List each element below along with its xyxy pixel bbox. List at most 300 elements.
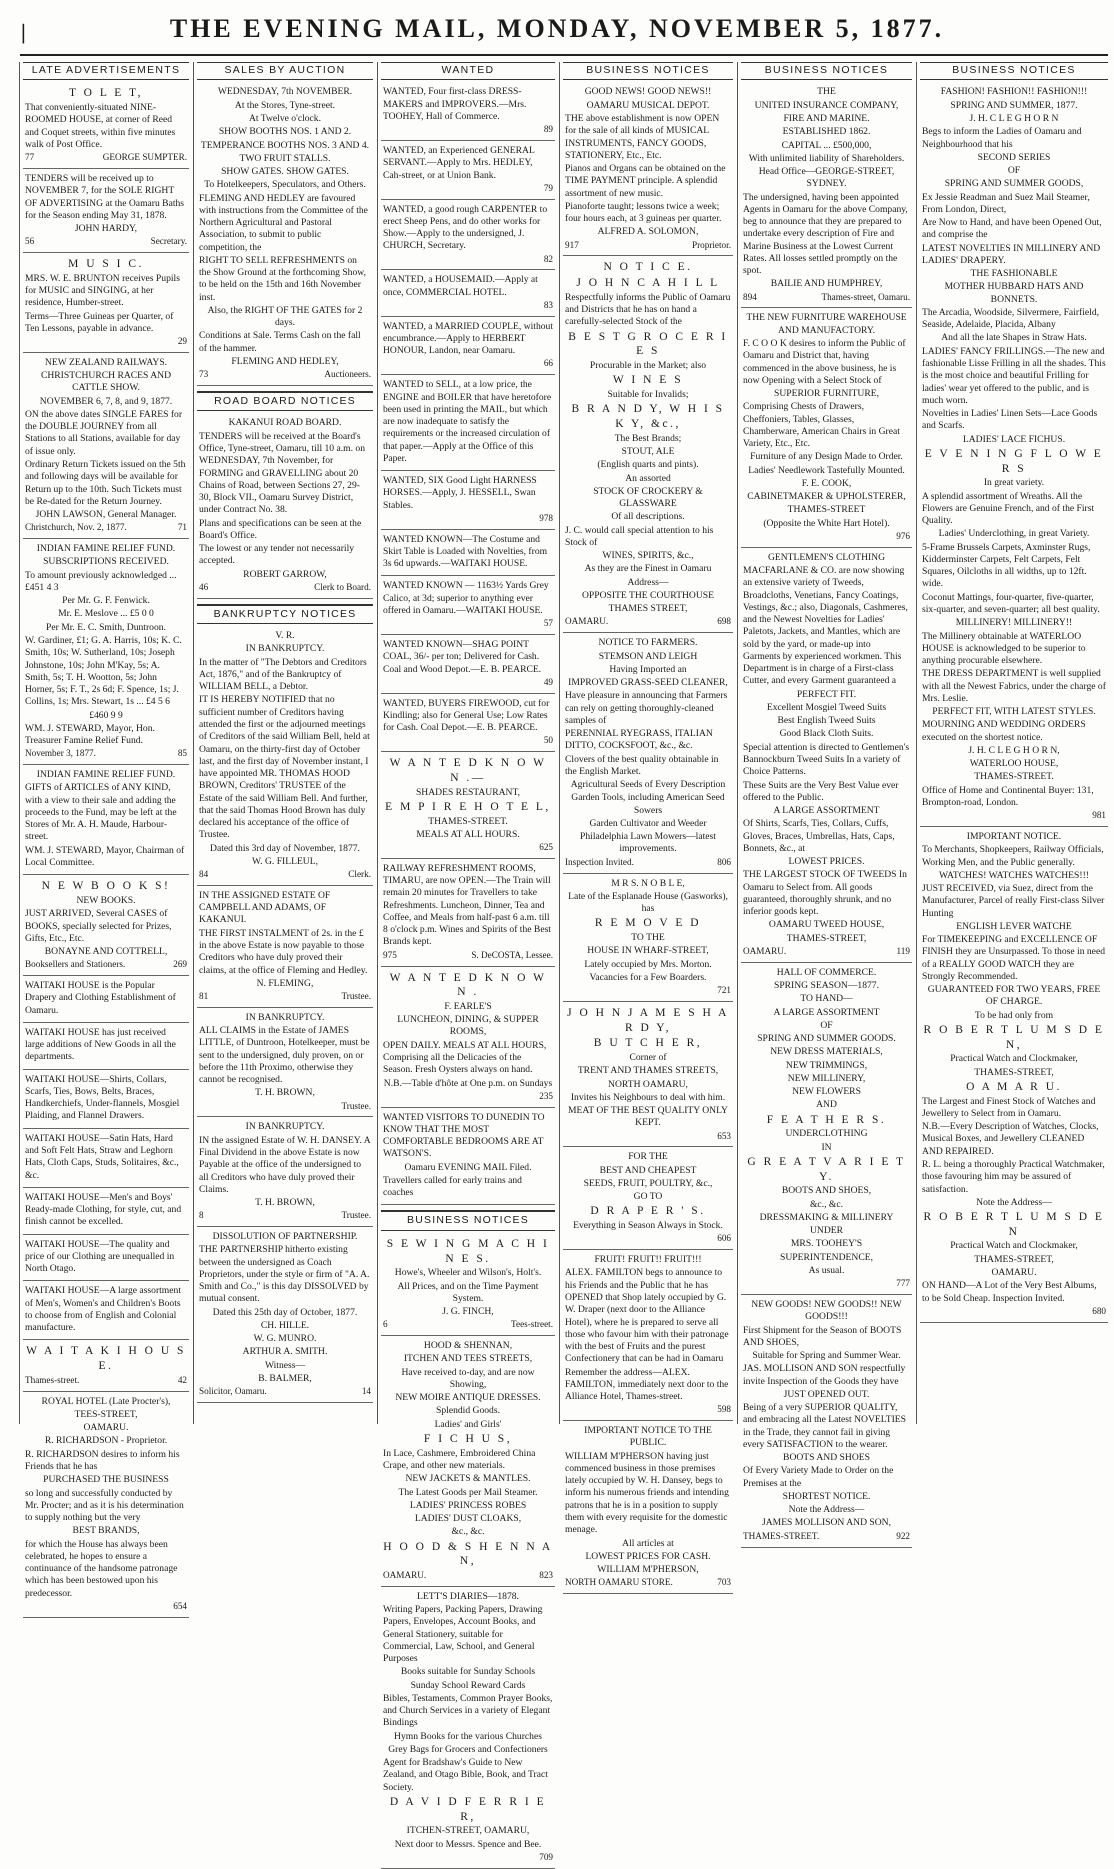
ad-footer-left: OAMARU. (743, 945, 787, 956)
ad-footer (743, 292, 910, 304)
advertisement (381, 377, 555, 471)
ad-heading: JOHN LAWSON, General Manager. (35, 509, 177, 521)
advertisement (381, 696, 555, 753)
ad-heading: OF (1007, 165, 1021, 177)
column-divider (377, 62, 378, 1424)
ad-heading: BAILIE AND HUMPHREY, (770, 278, 883, 290)
ad-footer (383, 950, 553, 962)
ad-heading: F. E. COOK, (801, 477, 852, 489)
ad-heading: W A N T E D K N O W N . (389, 971, 547, 999)
ad-heading: R O B E R T L U M S D E N (923, 1211, 1105, 1238)
ad-heading: LUNCHEON, DINING, & SUPPER ROOMS, (397, 1014, 539, 1038)
ad-text: 5-Frame Brussels Carpets, Axminster Rugs, Kidderminster Carpets, Felt Carpets, Felt Squares, Oilcloths in all widths, up to 12ft. wide. (922, 541, 1091, 590)
ad-heading: MOTHER HUBBARD HATS AND BONNETS. (944, 281, 1084, 305)
ad-heading: WINES, SPIRITS, &c., (602, 550, 694, 562)
ad-heading: GENTLEMEN'S CLOTHING (767, 551, 886, 563)
ad-text: JUST RECEIVED, via Suez, direct from the Manufacturer, Parcel of really First-class Silver Hunting (922, 883, 1105, 919)
advertisement (381, 637, 555, 694)
ad-footer-number: 922 (896, 1530, 910, 1541)
advertisement (381, 861, 555, 967)
ad-footer-number: 703 (717, 1577, 731, 1588)
advertisement (741, 84, 912, 308)
ad-footer-number: 777 (896, 1278, 910, 1289)
ad-heading: IN BANKRUPTCY. (245, 1121, 325, 1133)
ad-heading: NEW TRIMMINGS, (785, 1059, 868, 1071)
ad-text: OPEN DAILY. MEALS AT ALL HOURS, Comprising all the Delicacies of the Season. Fresh Oysters always on hand. (383, 1039, 547, 1076)
ad-heading: To be had only from (974, 1009, 1054, 1021)
column-header: BUSINESS NOTICES (563, 62, 733, 80)
ad-heading: W A I T A K I H O U S E. (26, 1345, 186, 1373)
column-wanted (381, 62, 555, 1862)
advertisement (741, 1297, 912, 1548)
ad-footer (383, 1852, 553, 1864)
margin-mark: | (20, 20, 27, 44)
advertisement (23, 255, 189, 353)
ad-heading: ROBERT GARROW, (243, 568, 327, 580)
ad-text: THE PARTNERSHIP hitherto existing between the undersigned as Coach Proprietors, under the style or firm of "A. A. Smith and Co.," is this day DISSOLVED by mutual consent. (199, 1244, 370, 1305)
ad-heading: Splendid Goods. (436, 1405, 500, 1417)
ad-heading: NOVEMBER 6, 7, 8, and 9, 1877. (39, 395, 173, 407)
ad-heading: IMPROVED GRASS-SEED CLEANER, (568, 677, 728, 689)
ad-heading: FIRE AND MARINE. (783, 112, 870, 124)
ad-heading: Sunday School Reward Cards (410, 1679, 526, 1691)
advertisement (197, 415, 373, 598)
ad-heading: STOUT, ALE (621, 446, 675, 458)
ad-text: For TIMEKEEPING and EXCELLENCE OF FINISH they are Unsurpassed. To those in need of a REALLY GOOD WATCH they are Strongly Recommended. (922, 934, 1105, 982)
ad-heading: PERFECT FIT. (796, 688, 857, 700)
ad-text: WAITAKI HOUSE—The quality and price of our Clothing are unequalled in North Otago. (25, 1238, 175, 1275)
ad-text: WM. J. STEWARD, Mayor, Chairman of Local Committee. (25, 844, 185, 868)
ad-footer-number: 721 (717, 985, 731, 996)
advertisement (563, 1004, 733, 1148)
ad-footer (199, 1210, 371, 1222)
ad-heading: N. FLEMING, (256, 977, 314, 989)
ad-text: J. C. would call special attention to his Stock of (565, 524, 714, 548)
advertisement (563, 1252, 733, 1421)
ad-text: WM. J. STEWARD, Mayor, Hon. Treasurer Famine Relief Fund. (25, 722, 155, 747)
advertisement (920, 829, 1108, 1323)
ad-heading: G R E A T V A R I E T Y. (747, 1155, 906, 1183)
ad-text: Of Every Variety Made to Order on the Premises at the (743, 1465, 894, 1489)
ad-heading: Dated this 3rd day of November, 1877. (210, 842, 360, 854)
ad-text: The Arcadia, Woodside, Silvermere, Fairfield, Seaside, Adelaide, Placida, Albany (922, 306, 1100, 331)
ad-text: R. RICHARDSON desires to inform his Friends that he has (25, 1448, 180, 1472)
ad-heading: S E W I N G M A C H I N E S. (386, 1237, 550, 1265)
ad-heading: THAMES-STREET, (974, 1066, 1054, 1078)
column-header: LATE ADVERTISEMENTS (23, 62, 189, 80)
ad-heading: ALFRED A. SOLOMON, (597, 226, 699, 238)
ad-text: The Largest and Finest Stock of Watches and Jewellery to Select from in Oamaru. (922, 1095, 1096, 1119)
ad-heading: BEST AND CHEAPEST (599, 1164, 697, 1176)
ad-heading: ROYAL HOTEL (Late Procter's), (41, 1395, 171, 1407)
section-header: BUSINESS NOTICES (381, 1210, 555, 1230)
ad-footer (199, 369, 371, 381)
ad-text: A splendid assortment of Wreaths. All the Flowers are Genuine French, and of the First Quality. (922, 490, 1095, 527)
ad-footer (383, 677, 553, 689)
advertisement (381, 1338, 555, 1587)
ad-heading: FRUIT! FRUIT!! FRUIT!!! (594, 1254, 702, 1266)
ad-text: In the matter of "The Debtors and Creditors Act, 1876," and of the Bankruptcy of WILLIAM BELL, a Debtor. (199, 656, 367, 693)
ad-heading: OAMARU. (991, 1267, 1037, 1279)
ad-footer-left: Inspection Invited. (565, 856, 634, 867)
ad-heading: SEEDS, FRUIT, POULTRY, &c., (583, 1177, 713, 1189)
ad-footer-left: 77 (25, 152, 35, 163)
ad-heading: NEW FLOWERS (792, 1086, 861, 1098)
ad-heading: Per Mr. E. C. Smith, Duntroon. (46, 621, 166, 633)
ad-text: Respectfully informs the Public of Oamaru and Districts that he has on hand a carefully-selected Stock of the (565, 291, 731, 328)
ad-text: THE FIRST INSTALMENT of 2s. in the £ in the above Estate is now payable to those Creditors who have duly proved their claims, at the office of Fleming and Hedley. (199, 927, 368, 976)
ad-footer-number: Trustee. (341, 991, 371, 1002)
ad-heading: THAMES-STREET, (786, 932, 867, 944)
ad-text: WAITAKI HOUSE is the Popular Drapery and Clothing Establishment of Oamaru. (25, 980, 176, 1016)
ad-text: RIGHT TO SELL REFRESHMENTS on the Show Ground at the forthcoming Show, to be held on the 15th and 16th November inst. (199, 254, 366, 303)
ad-text: MACFARLANE & CO. are now showing an extensive variety of Tweeds, Broadcloths, Venetians, Fancy Coatings, Vestings, &c.; also, Diagonals, Cashmeres, and the Newest Novelties for Ladies' Paletots, Jackets, and Mantles, which are sold by the yard, or made-up into Garments by experienced workmen. This Department is in charge of a First-class Cutter, and every Garment guaranteed a (743, 565, 908, 687)
advertisement (381, 1589, 555, 1869)
ad-text: GIFTS of ARTICLES of ANY KIND, with a view to their sale and adding the proceeds to the Fund, may be left at the Stores of Mr. A. H. Maude, Harbour-street. (25, 782, 177, 843)
ad-footer-number: S. DeCOSTA, Lessee. (471, 949, 553, 960)
column-divider (737, 62, 738, 1424)
ad-heading: M U S I C. (68, 258, 144, 271)
ad-heading: CABINETMAKER & UPHOLSTERER, (747, 491, 906, 503)
ad-heading: And all the late Shapes in Straw Hats. (941, 332, 1087, 344)
ad-heading: JOHN HARDY, (74, 223, 138, 235)
ad-heading: N O T I C E. (603, 261, 693, 274)
ad-text: To Merchants, Shopkeepers, Railway Officials, Working Men, and the Public generally. (922, 844, 1104, 868)
ad-footer (743, 531, 910, 543)
ad-text: Being of a very SUPERIOR QUALITY, and embracing all the Latest NOVELTIES in the Trade, they cannot fail in giving every SATISFACTION to the wearer. (743, 1402, 906, 1450)
ad-heading: NEW DRESS MATERIALS, (770, 1046, 883, 1058)
ad-footer (199, 1101, 371, 1113)
ad-text: JUST ARRIVED, Several CASES of BOOKS, specially selected for Prizes, Gifts, Etc., Etc. (25, 908, 172, 944)
ad-footer (383, 842, 553, 854)
ad-heading: W. G. MUNRO. (253, 1333, 317, 1345)
ad-heading: Head Office—GEORGE-STREET, SYDNEY. (758, 166, 895, 190)
ad-heading: THE (817, 86, 836, 98)
ad-heading: D R A P E R ' S. (590, 1205, 706, 1218)
ad-heading: DRESSMAKING & MILLINERY (759, 1211, 894, 1223)
ad-text: Clovers of the best quality obtainable in the English Market. (565, 753, 719, 777)
ad-footer (25, 748, 187, 760)
ad-text: Of Shirts, Scarfs, Ties, Collars, Cuffs, Gloves, Braces, Umbrellas, Hats, Caps, Bonnets, &c., at (743, 818, 895, 854)
ad-heading: Hymn Books for the various Churches (394, 1730, 542, 1742)
ad-heading: TO THE (631, 932, 665, 944)
advertisement (23, 1283, 189, 1340)
ad-text: WANTED, a MARRIED COUPLE, without encumbrance.—Apply to HERBERT HONOUR, Landon, near Oamaru. (383, 320, 554, 357)
advertisement (23, 1131, 189, 1188)
ad-footer (383, 358, 553, 370)
ad-footer-number: 976 (896, 530, 910, 541)
ad-text: WANTED, SIX Good Light HARNESS HORSES.—Apply, J. HESSELL, Swan Stables. (383, 475, 537, 511)
ad-heading: GO TO (633, 1191, 663, 1203)
ad-heading: THAMES-STREET. (974, 771, 1054, 783)
ad-heading: BEST BRANDS, (72, 1525, 140, 1537)
ad-heading: JUST OPENED OUT. (783, 1388, 870, 1400)
ad-heading: Suitable for Invalids; (607, 389, 689, 401)
ad-heading: SHOW BOOTHS NOS. 1 AND 2. (218, 126, 352, 138)
advertisement (381, 202, 555, 271)
advertisement (563, 84, 733, 256)
ad-footer-number: 50 (543, 735, 553, 746)
ad-heading: STOCK OF CROCKERY & GLASSWARE (593, 485, 703, 510)
ad-footer-number: 598 (717, 1404, 731, 1415)
ad-text: W. Gardiner, £1; G. A. Harris, 10s; K. C. Smith, 10s; W. Sutherland, 10s; Joseph Johnstone, 10s; John M'Kay, 5s; A. Smith, 5s; T. H. Wootton, 5s; John Horner, 5s; F. T., 2s 6d; F. Spence, 1s; J. Collins, 1s; Mrs. Stewart, 1s ... £4 5 6 (25, 634, 182, 708)
ad-heading: INDIAN FAMINE RELIEF FUND. (36, 543, 176, 555)
ad-heading: As they are the Finest in Oamaru (584, 563, 712, 575)
ad-text: Pianoforte taught; lessons twice a week; four hours each, at 3 guineas per quarter. (565, 200, 722, 225)
ad-heading: E M P I R E H O T E L, (385, 800, 551, 813)
advertisement (381, 84, 555, 141)
ad-heading: (English quarts and pints). (597, 459, 699, 471)
ad-footer-left: 975 (383, 949, 397, 960)
advertisement (741, 550, 912, 963)
ad-text: Comprising Chests of Drawers, Cheffoniers, Tables, Glasses, Chamberware, American Chairs in Great Variety, Etc., Etc. (743, 401, 900, 450)
ad-footer-number: 79 (543, 182, 553, 193)
ad-footer-number: 71 (177, 522, 187, 533)
ad-heading: B U T C H E R, (593, 1037, 703, 1050)
ad-heading: Garden Cultivator and Weeder (589, 817, 707, 829)
ad-heading: J. G. FINCH, (442, 1306, 494, 1318)
ad-text: Pianos and Organs can be obtained on the TIME PAYMENT principle. A splendid assortment of new music. (565, 163, 726, 199)
ad-heading: Everything in Season Always in Stock. (573, 1220, 723, 1232)
ad-footer (565, 240, 731, 252)
ad-heading: SUBSCRIPTIONS RECEIVED. (43, 556, 169, 568)
column-business-notices-2 (741, 62, 912, 1541)
ad-text: Coconut Mattings, four-quarter, five-quarter, six-quarter, and seven-quarter; all best quality. (922, 591, 1100, 615)
ad-footer-number: 698 (717, 616, 731, 627)
ad-heading: J O H N J A M E S H A R D Y, (567, 1006, 729, 1034)
ad-text: WANTED, a HOUSEMAID.—Apply at once, COMMERCIAL HOTEL. (383, 274, 538, 298)
ad-heading: At Twelve o'clock. (248, 112, 321, 124)
ad-heading: GUARANTEED FOR TWO YEARS, FREE OF CHARGE. (927, 984, 1101, 1008)
ad-heading: Excellent Mosgiel Tweed Suits (766, 701, 887, 713)
ad-heading: THE FASHIONABLE (970, 268, 1058, 280)
ad-heading: Corner of (629, 1052, 667, 1064)
ad-heading: With unlimited liability of Shareholders. (748, 152, 905, 164)
ad-heading: All Prices, and on the Time Payment System. (397, 1280, 539, 1304)
ad-heading: NOTICE TO FARMERS. (598, 637, 698, 649)
advertisement (23, 767, 189, 875)
ad-text: WANTED VISITORS TO DUNEDIN TO KNOW THAT THE MOST COMFORTABLE BEDROOMS ARE AT WATSON'S. (383, 1111, 545, 1160)
ad-heading: AND (816, 1099, 837, 1111)
ad-heading: Philadelphia Lawn Mowers—latest improvements. (580, 831, 716, 855)
ad-footer-number: Thames-street, Oamaru. (821, 291, 910, 302)
ad-heading: W. G. FILLEUL, (252, 855, 318, 867)
ad-heading: BONAYNE AND COTTRELL, (44, 946, 168, 958)
ad-heading: F. EARLE'S (444, 1000, 492, 1012)
ad-footer (383, 1091, 553, 1103)
ad-footer-left: 46 (199, 581, 209, 592)
advertisement (563, 1149, 733, 1250)
ad-heading: £460 9 9 (89, 709, 123, 721)
ad-footer-number: 82 (543, 253, 553, 264)
advertisement (381, 272, 555, 316)
ad-footer-left: THAMES-STREET. (743, 1530, 820, 1541)
ad-text: ON HAND—A Lot of the Very Best Albums, to be Sold Cheap. Inspection Invited. (922, 1280, 1097, 1304)
ad-footer-left: 894 (743, 291, 757, 302)
ad-footer-number: 119 (896, 945, 910, 956)
ad-heading: DISSOLUTION OF PARTNERSHIP. (212, 1231, 358, 1243)
ad-footer-number: 806 (717, 856, 731, 867)
advertisement (197, 1229, 373, 1403)
ad-text: ALL CLAIMS in the Estate of JAMES LITTLE, of Duntroon, Hotelkeeper, must be sent to the undersigned, duly proven, on or before the 11th Proximo, otherwise they cannot be recognised. (199, 1025, 370, 1086)
ad-heading: Grey Bags for Grocers and Confectioners (388, 1743, 548, 1755)
ad-text: Plans and specifications can be seen at the Board's Office. (199, 517, 362, 541)
ad-text: Remember the address—ALEX. FAMILTON, immediately next door to the Alliance Hotel, Thames-street. (565, 1366, 729, 1403)
ad-footer (922, 1306, 1106, 1318)
ad-heading: Procurable in the Market; also (589, 360, 707, 372)
ad-text: TENDERS will be received up to NOVEMBER 7, for the SOLE RIGHT OF ADVERTISING at the Oamaru Baths for the Season ending May 31, 1878. (25, 172, 185, 221)
ad-text: ALEX. FAMILTON begs to announce to his Friends and the Public that he has OPENED that Shop lately occupied by G. W. Draper (next door to the Alliance Hotel), where he is prepared to serve all those who favour him with their patronage with the best of Fruits and the purest Confectionery that can be had in Oamaru (565, 1267, 729, 1365)
ad-footer (383, 1570, 553, 1582)
ad-footer-left: 84 (199, 869, 209, 880)
ad-footer-number: 269 (173, 959, 187, 970)
ad-footer (383, 735, 553, 747)
ad-heading: SHOW GATES. SHOW GATES. (221, 166, 349, 178)
ad-heading: ITCHEN AND TEES STREETS, (403, 1353, 533, 1365)
ad-heading: UNDERCLOTHING (785, 1128, 868, 1140)
advertisement (741, 310, 912, 547)
advertisement (23, 171, 189, 253)
ad-heading: ENGLISH LEVER WATCHE (956, 920, 1072, 932)
advertisement (741, 965, 912, 1295)
newspaper-title: THE EVENING MAIL, MONDAY, NOVEMBER 5, 1877. (169, 14, 945, 43)
ad-footer-number: Proprietor. (691, 239, 731, 250)
ad-heading: OAMARU MUSICAL DEPOT. (586, 99, 710, 111)
ad-heading: LADIES' PRINCESS ROBES (409, 1499, 527, 1511)
ad-footer-number: 709 (539, 1851, 553, 1862)
ad-heading: Good Black Cloth Suits. (779, 728, 874, 740)
ad-heading: SPRING AND SUMMER, 1877. (950, 99, 1078, 111)
ad-heading: ITCHEN-STREET, OAMARU, (406, 1825, 530, 1837)
ad-text: The lowest or any tender not necessarily accepted. (199, 543, 355, 567)
ad-heading: UNITED INSURANCE COMPANY, (754, 99, 899, 111)
ad-heading: OPPOSITE THE COURTHOUSE (582, 589, 714, 601)
ad-heading: NEW MOIRE ANTIQUE DRESSES. (395, 1392, 541, 1404)
ad-heading: Of all descriptions. (611, 511, 685, 523)
advertisement (381, 473, 555, 530)
ad-footer-left: November 3, 1877. (25, 748, 96, 759)
advertisement (23, 1190, 189, 1235)
ad-heading: Lately occupied by Mrs. Morton. (584, 958, 712, 970)
ad-text: WANTED KNOWN—The Costume and Skirt Table is Loaded with Novelties, from 3s 6d upwards.—WAITAKI HOUSE. (383, 533, 548, 570)
ad-text: Novelties in Ladies' Linen Sets—Lace Goods and Scarfs. (922, 408, 1098, 432)
ad-heading: LOWEST PRICES FOR CASH. (585, 1550, 711, 1562)
section-header: ROAD BOARD NOTICES (197, 391, 373, 411)
ad-footer-number: Trustee. (341, 1210, 371, 1221)
ad-heading: Invites his Neighbours to deal with him. (570, 1091, 726, 1103)
ad-text: IN the assigned Estate of W. H. DANSEY. A Final Dividend in the above Estate is now Payable at the office of the undersigned to all Creditors who have duly proved their Claims. (199, 1134, 371, 1195)
ad-footer (199, 869, 371, 881)
advertisement (23, 1394, 189, 1618)
ad-heading: ARTHUR A. SMITH. (242, 1346, 328, 1358)
ad-text: Conditions at Sale. Terms Cash on the fall of the hammer. (199, 330, 361, 354)
ad-text: JAS. MOLLISON AND SON respectfully invite Inspection of the Goods they have (743, 1363, 906, 1387)
ad-heading: Mr. E. Meslove ... £5 0 0 (58, 608, 154, 620)
ad-text: These Suits are the Very Best Value ever offered to the Public. (743, 779, 899, 803)
ad-text: In Lace, Cashmere, Embroidered China Crape, and other new materials. (383, 1447, 536, 1471)
ad-heading: IMPORTANT NOTICE TO THE PUBLIC. (584, 1425, 712, 1449)
ad-text: WANTED, BUYERS FIREWOOD, cut for Kindling; also for General Use; Low Rates for Cash. Coal Depot.—E. B. PEARCE. (383, 697, 550, 734)
advertisement (381, 532, 555, 577)
ad-heading: PERFECT FIT, WITH LATEST STYLES. (932, 706, 1096, 718)
ad-text: Ordinary Return Tickets issued on the 5th and following days will be available for Return up to the 10th. Such Tickets must be Re-dated for the Return Journey. (25, 459, 186, 507)
ad-heading: Note the Address— (976, 1196, 1052, 1208)
ad-heading: THAMES STREET, (608, 603, 688, 615)
column-business-notices-3 (920, 62, 1108, 1422)
ad-heading: T O L E T, (68, 87, 144, 100)
ad-footer-number: 653 (717, 1130, 731, 1141)
ad-heading: OAMARU TWEED HOUSE, (768, 919, 885, 931)
ad-heading: LADIES' DUST CLOAKS, (414, 1513, 522, 1525)
ad-heading: An assorted (625, 472, 671, 484)
advertisement (381, 1110, 555, 1206)
ad-footer-number: 235 (539, 1090, 553, 1101)
ad-heading: LETT'S DIARIES—1878. (417, 1590, 519, 1602)
ad-heading: CHRISTCHURCH RACES AND CATTLE SHOW. (40, 370, 172, 394)
ad-heading: THAMES-STREET. (428, 815, 508, 827)
ad-footer-number: Clerk. (348, 869, 371, 880)
ad-heading: A LARGE ASSORTMENT (773, 1006, 880, 1018)
ad-heading: GOOD NEWS! GOOD NEWS!! (584, 86, 712, 98)
ad-heading: Have received to-day, and are now Showing, (401, 1366, 535, 1390)
ad-text: for which the House has always been celebrated, he hopes to ensure a continuance of the handsome patronage which has been bestowed upon his predecessor. (25, 1538, 178, 1599)
ad-heading: NEW GOODS! NEW GOODS!! NEW GOODS!!! (751, 1298, 902, 1323)
ad-heading: Address— (627, 576, 669, 588)
ad-text: TENDERS will be received at the Board's Office, Tyne-street, Oamaru, till 10 a.m. on WEDNESDAY, 7th November, for FORMING and GRAVELLING about 20 Chains of Road, between Sections 27, 29-30, Block VII., Oamaru Survey District, under Contract No. 38. (199, 430, 366, 516)
ad-heading: WATERLOO HOUSE, (969, 758, 1059, 770)
ad-heading: LOWEST PRICES. (788, 856, 865, 868)
ad-heading: To Hotelkeepers, Speculators, and Others. (204, 179, 366, 191)
column-header: SALES BY AUCTION (197, 62, 373, 80)
ad-heading: NEW ZEALAND RAILWAYS. (44, 356, 168, 368)
ad-heading: SHORTEST NOTICE. (782, 1490, 871, 1502)
ad-heading: Witness— (264, 1359, 306, 1371)
ad-footer (743, 946, 910, 958)
ad-heading: FLEMING AND HEDLEY, (231, 356, 339, 368)
ad-heading: SUPERIOR FURNITURE, (773, 388, 879, 400)
ad-heading: FOR THE (628, 1151, 668, 1163)
ad-heading: B E S T G R O C E R I E S (568, 330, 728, 358)
ad-heading: O A M A R U. (966, 1080, 1062, 1093)
ad-footer (383, 1319, 553, 1331)
ad-text: Special attention is directed to Gentlemen's Bannockburn Tweed Suits In a variety of Choice Patterns. (743, 741, 910, 778)
ad-heading: Best English Tweed Suits (777, 715, 876, 727)
ad-heading: Ladies' Underclothing, in great Variety. (938, 528, 1090, 540)
ad-heading: D A V I D F E R R I E R, (389, 1796, 547, 1823)
ad-text: FLEMING AND HEDLEY are favoured with instructions from the Committee of the Northern Agricultural and Pastoral Association, to submit to public competition, the (199, 192, 368, 253)
ad-heading: MEAT OF THE BEST QUALITY ONLY KEPT. (568, 1105, 728, 1129)
advertisement (23, 1072, 189, 1129)
ad-text: Begs to inform the Ladies of Oamaru and Neighbourhood that his (922, 126, 1082, 150)
ad-text: Travellers called for early trains and coaches (383, 1174, 522, 1199)
ad-text: Writing Papers, Packing Papers, Drawing Papers, Envelopes, Account Books, and General Stationery, suitable for Commercial, Law, School, and General Purposes (383, 1604, 543, 1665)
ad-heading: Note the Address— (788, 1504, 865, 1516)
ad-text: WANTED to SELL, at a low price, the ENGINE and BOILER that have heretofore been used in printing the MAIL, but which are now inadequate to satisfy the requirements or the increased circulation of that paper.—Apply at the Office of this Paper. (383, 379, 552, 464)
ad-heading: JAMES MOLLISON AND SON, (762, 1517, 891, 1529)
ad-heading: WEDNESDAY, 7th NOVEMBER. (217, 86, 353, 98)
advertisement (563, 876, 733, 1002)
ad-text: To amount previously acknowledged ... £451 4 3 (25, 569, 177, 593)
ad-footer (199, 582, 371, 594)
advertisement (197, 888, 373, 1008)
ad-heading: E V E N I N G F L O W E R S (924, 447, 1104, 475)
ad-footer-left: OAMARU. (383, 1570, 427, 1580)
ad-footer-left: 81 (199, 991, 209, 1002)
ad-heading: In great variety. (983, 477, 1045, 489)
ad-heading: MILLINERY! MILLINERY!! (955, 617, 1073, 629)
ad-text: THE LARGEST STOCK OF TWEEDS In Oamaru to Select from. All goods guaranteed, thoroughly shrunk, and no inferior goods kept. (743, 869, 907, 918)
ad-heading: MEALS AT ALL HOURS. (416, 828, 520, 840)
